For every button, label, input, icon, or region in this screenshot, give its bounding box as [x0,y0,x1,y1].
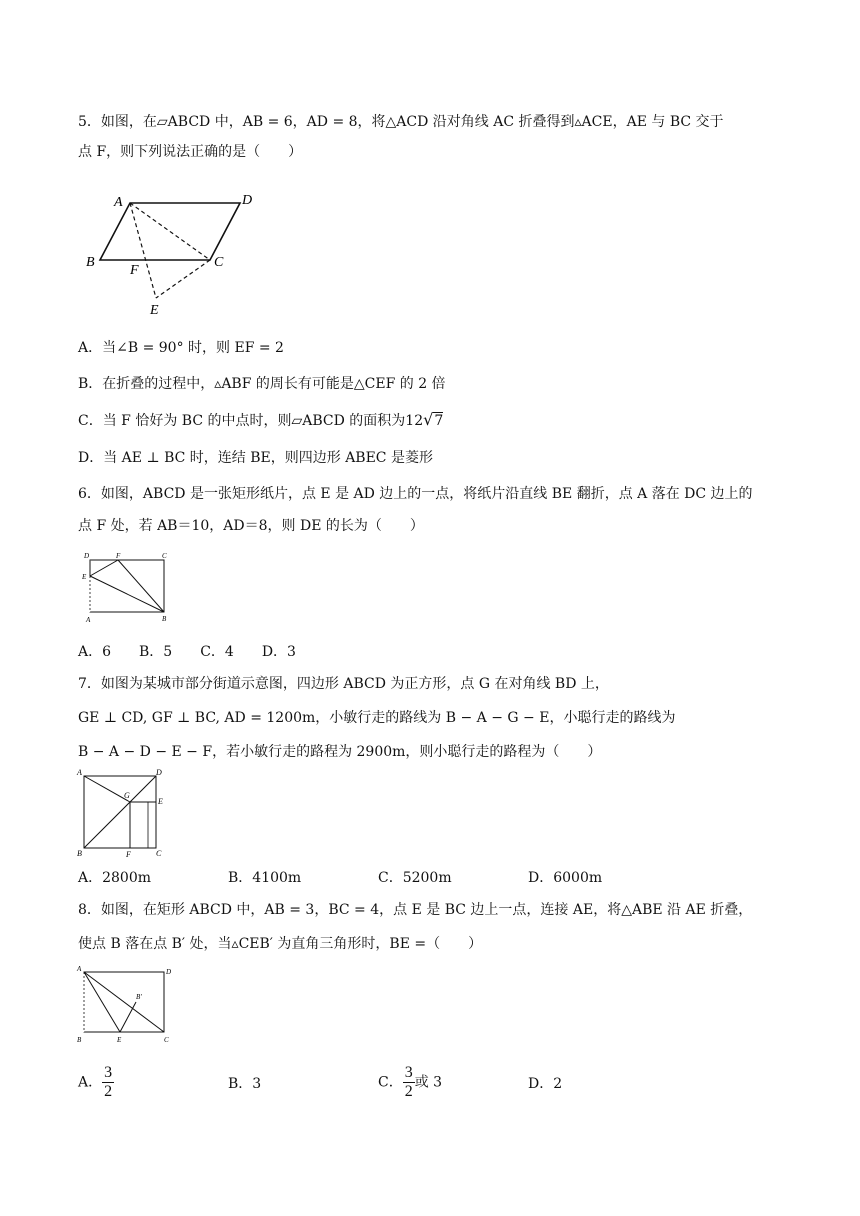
q8-option-c-letter: C． [378,1074,403,1091]
q6-label-e: E [82,573,87,581]
q6-stem-line1: 6．如图，ABCD 是一张矩形纸片，点 E 是 AD 边上的一点，将纸片沿直线 BE 翻折，点 A 落在 DC 边上的 [78,486,753,502]
q7-label-e: E [158,797,163,806]
q7-label-c: C [156,849,162,858]
q8-option-c-numerator: 3 [404,1064,413,1081]
q8-option-b: B．3 [228,1076,262,1092]
q6-options: A．6 B．5 C．4 D．3 [78,644,296,660]
q5-label-f: F [130,263,139,278]
q5-option-c: C．当 F 恰好为 BC 的中点时，则▱ABCD 的面积为12√7 [78,410,444,429]
q5-option-a: A．当∠B = 90° 时，则 EF = 2 [78,340,284,356]
q7-label-d: D [156,768,162,777]
q8-option-c [378,1064,442,1101]
q7-label-f: F [126,850,131,859]
q6-label-f: F [116,552,121,560]
q7-label-b: B [77,849,82,858]
q8-stem-line2: 使点 B 落在点 B′ 处，当▵CEB′ 为直角三角形时，BE =（ ） [78,936,483,952]
q8-option-d: D．2 [528,1076,563,1092]
q8-option-c-denominator: 2 [404,1083,413,1100]
q7-figure [76,766,176,860]
q8-label-b: B [77,1036,82,1044]
q6-figure [82,550,172,626]
q8-option-a-letter: A． [78,1074,103,1091]
q7-stem-line1: 7．如图为某城市部分街道示意图，四边形 ABCD 为正方形，点 G 在对角线 BD 上， [78,676,609,692]
q6-label-b: B [162,615,167,623]
q8-label-d: D [166,968,172,976]
q8-figure [76,964,180,1048]
q5-option-b: B．在折叠的过程中，▵ABF 的周长有可能是△CEF 的 2 倍 [78,376,446,392]
q7-stem-line3: B − A − D − E − F，若小敏行走的路程为 2900m，则小聪行走的路程为（ ） [78,744,602,760]
q5-label-c: C [214,255,224,270]
q8-label-e: E [117,1036,122,1044]
q5-stem-line2: 点 F，则下列说法正确的是（ ） [78,144,303,160]
q6-label-d: D [84,552,90,560]
q7-label-g: G [124,791,130,800]
q8-option-c-fraction [403,1064,415,1101]
q5-option-c-radicand: 7 [434,413,444,429]
q5-stem-line1: 5．如图，在▱ABCD 中，AB = 6，AD = 8，将△ACD 沿对角线 AC 折叠得到▵ACE，AE 与 BC 交于 [78,114,724,130]
q5-figure [82,188,262,318]
q5-option-c-text: C．当 F 恰好为 BC 的中点时，则▱ABCD 的面积为12 [78,413,424,429]
q8-label-c: C [164,1036,169,1044]
q8-option-a-denominator: 2 [104,1083,113,1100]
q8-stem-line1: 8．如图，在矩形 ABCD 中，AB = 3，BC = 4，点 E 是 BC 边上一点，连接 AE，将△ABE 沿 AE 折叠， [78,902,753,918]
q6-label-a: A [86,616,91,624]
q8-option-c-suffix: 或 3 [414,1074,443,1091]
q8-option-a-numerator: 3 [104,1064,113,1081]
q8-label-a: A [77,965,82,973]
q5-label-a: A [114,195,123,210]
q8-option-a [78,1064,114,1101]
q7-label-a: A [77,768,82,777]
q8-label-bprime: B′ [136,993,142,1001]
q7-option-d: D．6000m [528,870,603,886]
q7-stem-line2: GE ⊥ CD, GF ⊥ BC, AD = 1200m，小敏行走的路线为 B − A − G − E，小聪行走的路线为 [78,710,676,726]
q7-option-c: C．5200m [378,870,452,886]
q8-option-a-fraction [102,1064,114,1101]
q5-option-d: D．当 AE ⊥ BC 时，连结 BE，则四边形 ABEC 是菱形 [78,450,433,466]
q6-label-c: C [162,552,167,560]
q5-label-b: B [86,255,95,270]
q6-stem-line2: 点 F 处，若 AB＝10，AD＝8，则 DE 的长为（ ） [78,518,424,534]
q5-label-d: D [242,193,253,208]
q5-label-e: E [150,303,159,318]
q7-option-b: B．4100m [228,870,302,886]
q7-option-a: A．2800m [78,870,152,886]
